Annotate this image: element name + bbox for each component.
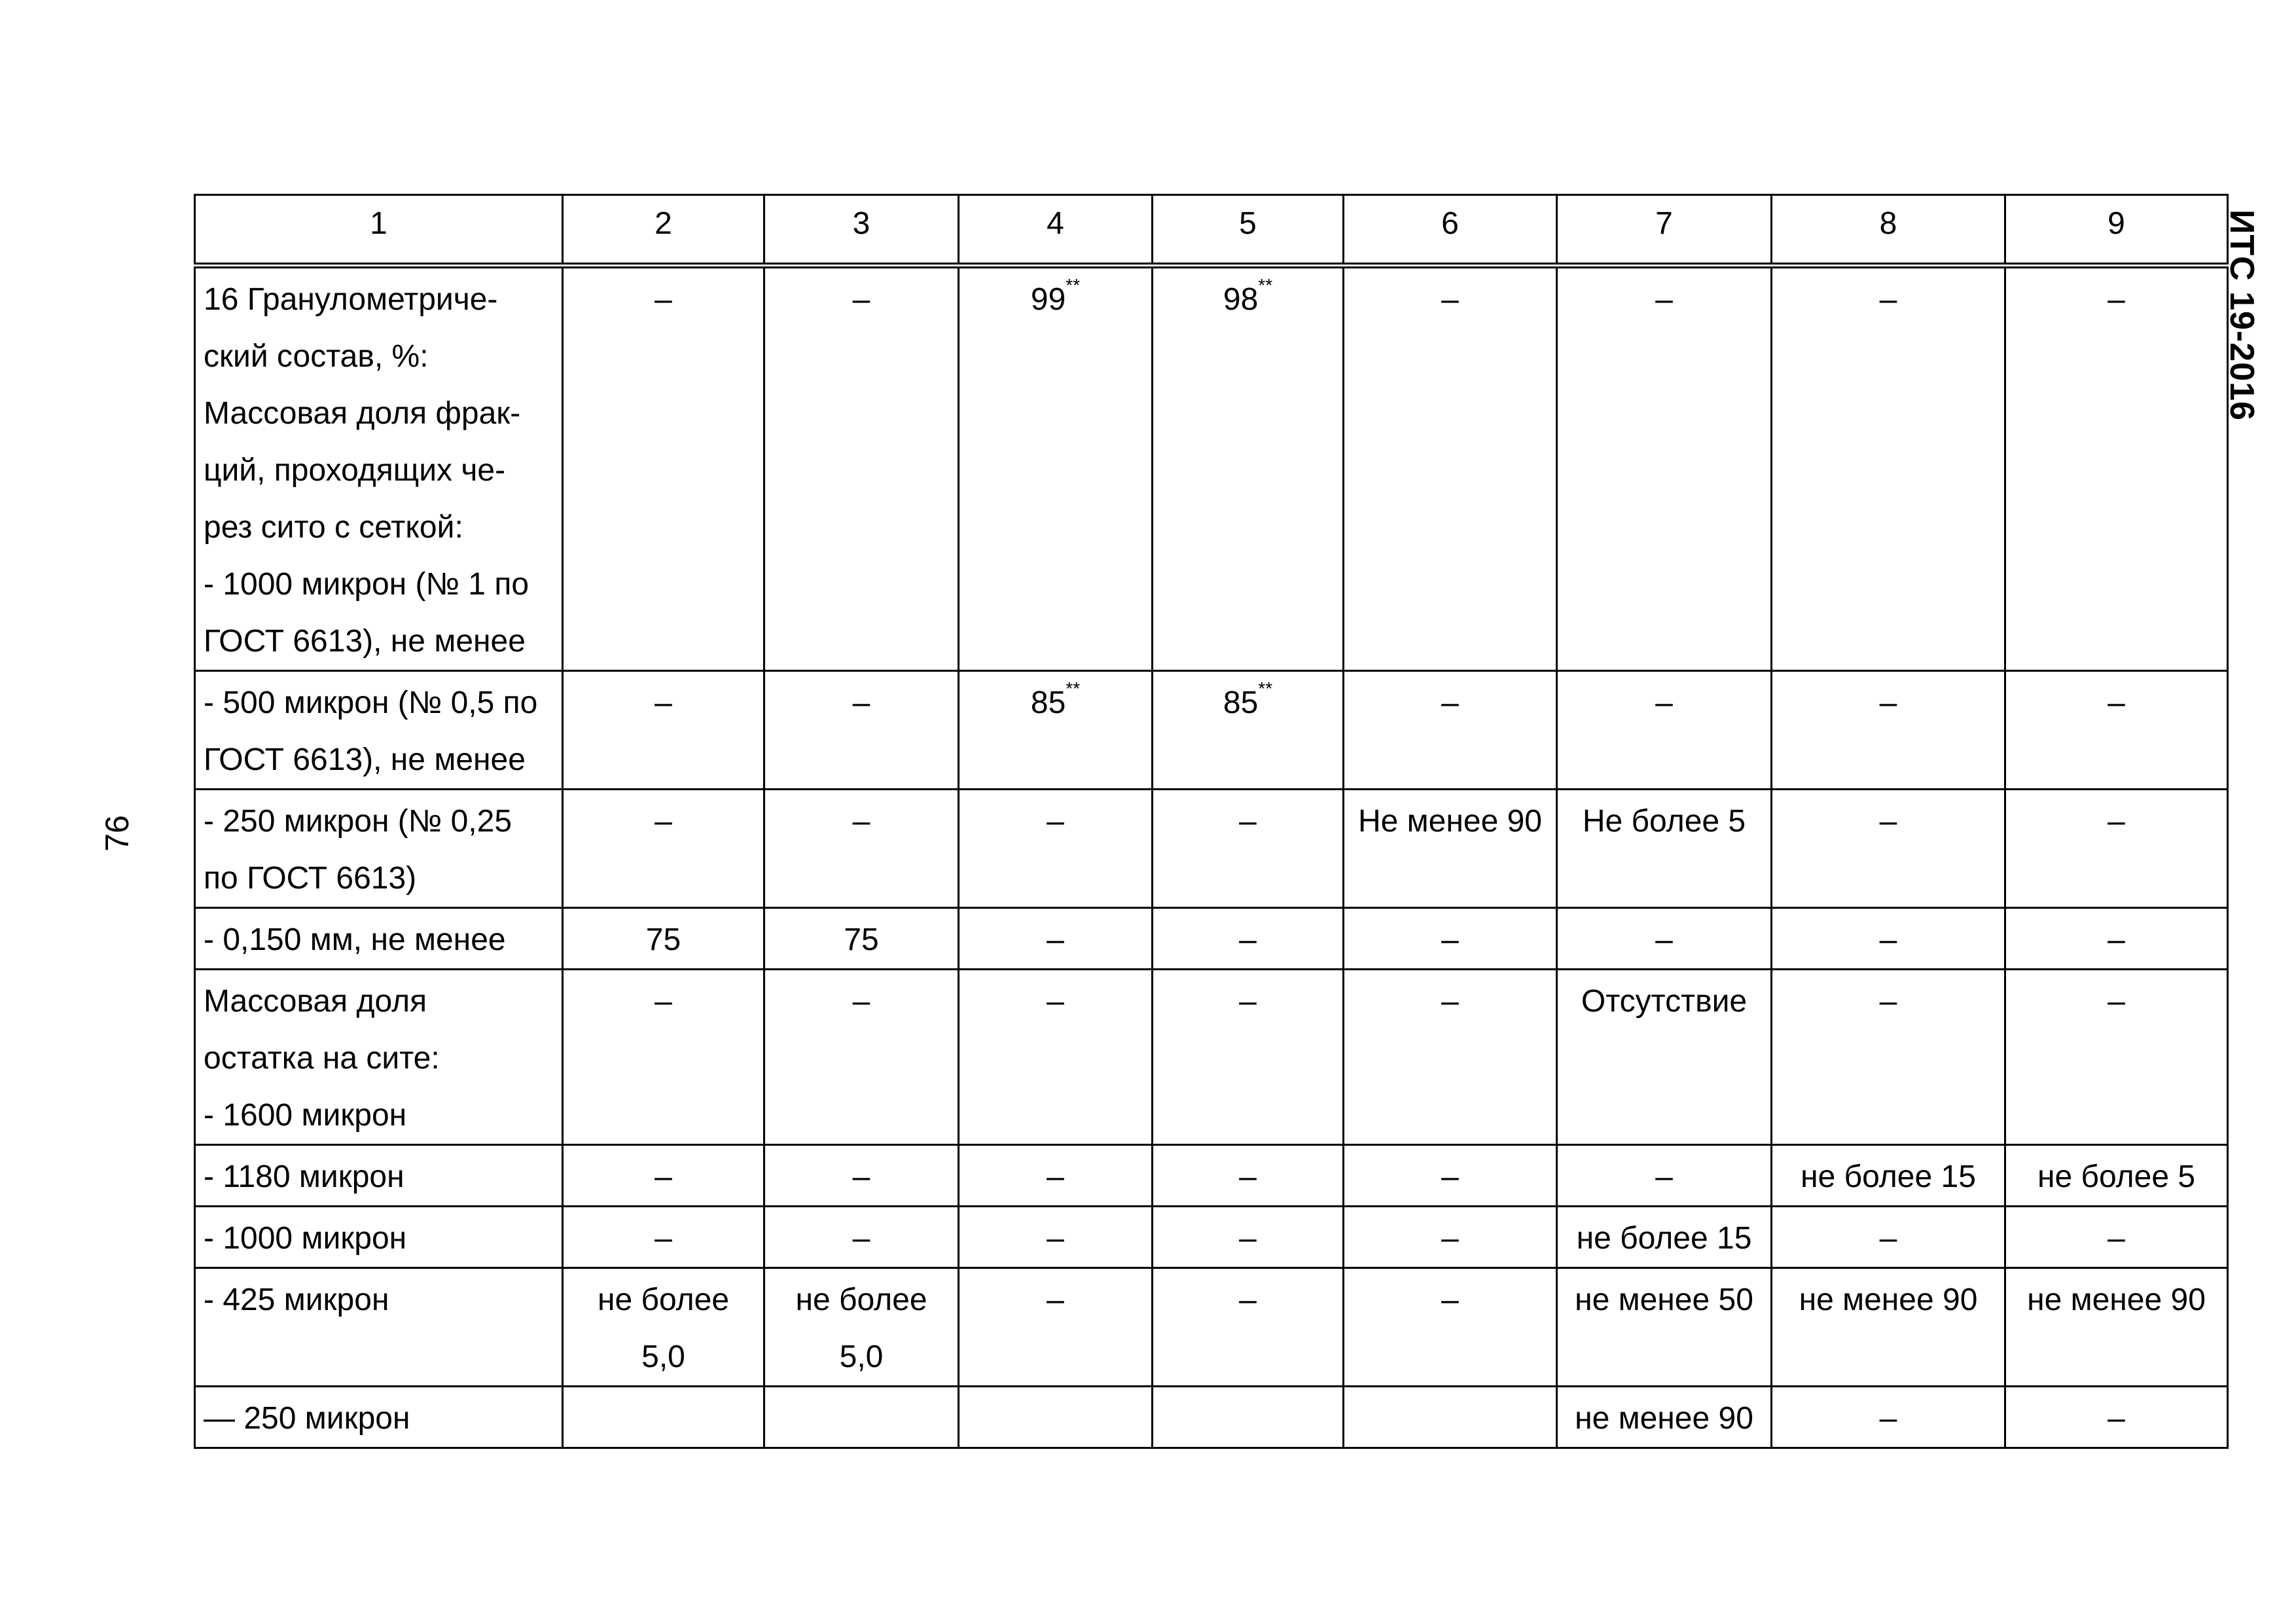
row-label-line: — 250 микрон [204, 1401, 410, 1436]
cell-value: – [852, 282, 870, 317]
table-cell-col6 [1344, 1387, 1557, 1448]
table-cell-col2 [563, 266, 764, 671]
cell-value: не более 5 [2037, 1159, 2196, 1194]
table-cell-col6 [1344, 1268, 1557, 1387]
table-cell-col4 [959, 790, 1153, 908]
table-cell-col6 [1344, 266, 1557, 671]
row-label-line: ГОСТ 6613), не менее [204, 624, 526, 659]
table-cell-col2 [563, 1268, 764, 1387]
footnote-mark: ** [1066, 678, 1081, 699]
cell-value: – [1655, 922, 1673, 957]
cell-value: – [1047, 804, 1064, 839]
row-label-line: Массовая доля фрак- [204, 396, 521, 431]
row-label-line: - 425 микрон [204, 1283, 389, 1317]
cell-value: – [655, 282, 672, 317]
column-header-5: 5 [1153, 195, 1344, 266]
table-row [195, 790, 2228, 908]
cell-value: Не менее 90 [1357, 804, 1542, 839]
footnote-mark: ** [1258, 678, 1273, 699]
cell-value: – [1655, 685, 1673, 720]
table-cell-col6 [1344, 970, 1557, 1145]
cell-value: не менее 90 [2027, 1283, 2206, 1317]
table-cell-col3 [764, 970, 959, 1145]
table-cell-col7 [1557, 1207, 1772, 1268]
cell-value: – [1239, 984, 1257, 1019]
row-label-line: по ГОСТ 6613) [204, 861, 417, 896]
table-cell-col4 [959, 1145, 1153, 1207]
table-cell-col8 [1772, 1268, 2005, 1387]
table-row [195, 908, 2228, 970]
table-cell-col9 [2005, 1145, 2228, 1207]
table-cell-col8 [1772, 1207, 2005, 1268]
row-label-line: - 1600 микрон [204, 1098, 407, 1133]
cell-value: – [655, 1221, 672, 1256]
table-cell-col6 [1344, 790, 1557, 908]
table-cell-col4 [959, 266, 1153, 671]
table-cell-col9 [2005, 671, 2228, 790]
table-cell-col4 [959, 1207, 1153, 1268]
row-label [195, 1145, 563, 1207]
cell-value: – [1441, 1159, 1459, 1194]
table-cell-col7 [1557, 908, 1772, 970]
cell-value: – [2108, 1221, 2125, 1256]
cell-value: – [852, 804, 870, 839]
table-cell-col5 [1153, 671, 1344, 790]
cell-value: – [1239, 922, 1257, 957]
cell-value: – [852, 1221, 870, 1256]
table-cell-col5 [1153, 1387, 1344, 1448]
table-cell-col2 [563, 908, 764, 970]
cell-value: – [1879, 984, 1897, 1019]
cell-value: – [655, 685, 672, 720]
table-body [195, 195, 2228, 1448]
cell-value: – [1879, 282, 1897, 317]
table-cell-col3 [764, 1145, 959, 1207]
cell-value: 98 [1223, 282, 1259, 317]
cell-value: – [1879, 685, 1897, 720]
document-code: ИТС 19-2016 [2223, 210, 2261, 421]
table-cell-col2 [563, 1387, 764, 1448]
page-number: 76 [99, 815, 135, 852]
cell-value: – [852, 984, 870, 1019]
table-cell-col3 [764, 908, 959, 970]
cell-value: – [1047, 1283, 1064, 1317]
cell-value: – [1047, 922, 1064, 957]
cell-value: – [655, 804, 672, 839]
row-label [195, 266, 563, 671]
cell-value: 75 [844, 922, 879, 957]
row-label-line: - 1000 микрон [204, 1221, 407, 1256]
table-cell-col4 [959, 1387, 1153, 1448]
table-cell-col9 [2005, 1207, 2228, 1268]
cell-value: – [1441, 1221, 1459, 1256]
row-label-line: Массовая доля [204, 984, 427, 1019]
cell-value: – [655, 984, 672, 1019]
table-row [195, 1145, 2228, 1207]
table-cell-col7 [1557, 1387, 1772, 1448]
cell-value: – [2108, 984, 2125, 1019]
row-label [195, 671, 563, 790]
cell-value: – [2108, 685, 2125, 720]
cell-value: – [655, 1159, 672, 1194]
cell-value: – [852, 1159, 870, 1194]
cell-value: не более 15 [1801, 1159, 1976, 1194]
table-cell-col9 [2005, 266, 2228, 671]
row-label-line: ций, проходящих че- [204, 453, 506, 488]
table-cell-col6 [1344, 671, 1557, 790]
cell-value: не более 5,0 [597, 1283, 730, 1374]
row-label-line: ский состав, %: [204, 339, 429, 374]
cell-value: – [1879, 1221, 1897, 1256]
footnote-mark: ** [1066, 275, 1081, 295]
table-row [195, 671, 2228, 790]
table-cell-col4 [959, 908, 1153, 970]
table-cell-col5 [1153, 266, 1344, 671]
row-label [195, 1387, 563, 1448]
row-label-line: 16 Гранулометриче- [204, 282, 498, 317]
cell-value: – [1239, 1221, 1257, 1256]
table-cell-col7 [1557, 1145, 1772, 1207]
cell-value: – [1879, 1401, 1897, 1436]
table-cell-col3 [764, 671, 959, 790]
column-header-8: 8 [1772, 195, 2005, 266]
table-cell-col2 [563, 1207, 764, 1268]
column-header-9: 9 [2005, 195, 2228, 266]
row-label [195, 1268, 563, 1387]
cell-value: – [1441, 922, 1459, 957]
table-header-row [195, 195, 2228, 266]
cell-value: не более 5,0 [795, 1283, 927, 1374]
table-cell-col7 [1557, 1268, 1772, 1387]
table-row [195, 266, 2228, 671]
table-cell-col8 [1772, 970, 2005, 1145]
table-cell-col8 [1772, 790, 2005, 908]
table-row [195, 970, 2228, 1145]
table-cell-col5 [1153, 1145, 1344, 1207]
table-cell-col9 [2005, 1387, 2228, 1448]
table-cell-col2 [563, 1145, 764, 1207]
row-label-line: - 1000 микрон (№ 1 по [204, 567, 529, 602]
cell-value: не более 15 [1576, 1221, 1752, 1256]
row-label [195, 790, 563, 908]
cell-value: – [1879, 804, 1897, 839]
table-cell-col6 [1344, 908, 1557, 970]
column-header-2: 2 [563, 195, 764, 266]
table-cell-col5 [1153, 1207, 1344, 1268]
table-cell-col3 [764, 266, 959, 671]
table-cell-col8 [1772, 1145, 2005, 1207]
table-cell-col3 [764, 1268, 959, 1387]
row-label [195, 1207, 563, 1268]
table-cell-col5 [1153, 970, 1344, 1145]
table-cell-col7 [1557, 671, 1772, 790]
table-cell-col3 [764, 1207, 959, 1268]
table-cell-col6 [1344, 1145, 1557, 1207]
spec-table [194, 194, 2229, 1449]
column-header-4: 4 [959, 195, 1153, 266]
row-label-line: ГОСТ 6613), не менее [204, 742, 526, 777]
cell-value: – [1239, 1159, 1257, 1194]
row-label-line: остатка на сите: [204, 1041, 440, 1076]
cell-value: – [1441, 984, 1459, 1019]
cell-value: – [1239, 804, 1257, 839]
cell-value: – [1441, 1283, 1459, 1317]
table-cell-col5 [1153, 1268, 1344, 1387]
table-row [195, 1268, 2228, 1387]
column-header-3: 3 [764, 195, 959, 266]
cell-value: – [2108, 1401, 2125, 1436]
cell-value: 75 [645, 922, 681, 957]
table-cell-col5 [1153, 908, 1344, 970]
footnote-mark: ** [1258, 275, 1273, 295]
cell-value: – [1047, 1221, 1064, 1256]
table-cell-col8 [1772, 1387, 2005, 1448]
table-cell-col5 [1153, 790, 1344, 908]
row-label [195, 970, 563, 1145]
table-row [195, 1387, 2228, 1448]
table-cell-col9 [2005, 1268, 2228, 1387]
cell-value: Отсутствие [1581, 984, 1748, 1019]
column-header-1: 1 [195, 195, 563, 266]
column-header-7: 7 [1557, 195, 1772, 266]
cell-value: – [1441, 282, 1459, 317]
table-cell-col6 [1344, 1207, 1557, 1268]
table-cell-col2 [563, 671, 764, 790]
table-cell-col2 [563, 790, 764, 908]
cell-value: – [1879, 922, 1897, 957]
table-cell-col4 [959, 671, 1153, 790]
table-cell-col8 [1772, 908, 2005, 970]
cell-value: – [2108, 922, 2125, 957]
cell-value: – [1441, 685, 1459, 720]
table-cell-col7 [1557, 266, 1772, 671]
cell-value: – [1047, 1159, 1064, 1194]
cell-value: – [1655, 1159, 1673, 1194]
cell-value: – [1047, 984, 1064, 1019]
table-row [195, 1207, 2228, 1268]
row-label-line: - 1180 микрон [204, 1159, 404, 1194]
table-cell-col4 [959, 1268, 1153, 1387]
table-cell-col3 [764, 1387, 959, 1448]
table-cell-col7 [1557, 970, 1772, 1145]
table-cell-col9 [2005, 970, 2228, 1145]
row-label-line: - 0,150 мм, не менее [204, 922, 506, 957]
table-cell-col4 [959, 970, 1153, 1145]
cell-value: – [1655, 282, 1673, 317]
table-cell-col2 [563, 970, 764, 1145]
row-label [195, 908, 563, 970]
cell-value: – [2108, 282, 2125, 317]
cell-value: 85 [1223, 685, 1259, 720]
table-cell-col7 [1557, 790, 1772, 908]
cell-value: 99 [1030, 282, 1066, 317]
cell-value: – [852, 685, 870, 720]
cell-value: – [1239, 1283, 1257, 1317]
cell-value: не менее 90 [1575, 1401, 1753, 1436]
table-cell-col3 [764, 790, 959, 908]
cell-value: – [2108, 804, 2125, 839]
cell-value: не менее 50 [1575, 1283, 1753, 1317]
table-cell-col9 [2005, 790, 2228, 908]
row-label-line: - 500 микрон (№ 0,5 по [204, 685, 538, 720]
cell-value: не менее 90 [1799, 1283, 1978, 1317]
table-cell-col8 [1772, 266, 2005, 671]
row-label-line: рез сито с сеткой: [204, 510, 463, 545]
table-cell-col8 [1772, 671, 2005, 790]
cell-value: Не более 5 [1582, 804, 1746, 839]
column-header-6: 6 [1344, 195, 1557, 266]
row-label-line: - 250 микрон (№ 0,25 [204, 804, 512, 839]
cell-value: 85 [1030, 685, 1066, 720]
table-cell-col9 [2005, 908, 2228, 970]
